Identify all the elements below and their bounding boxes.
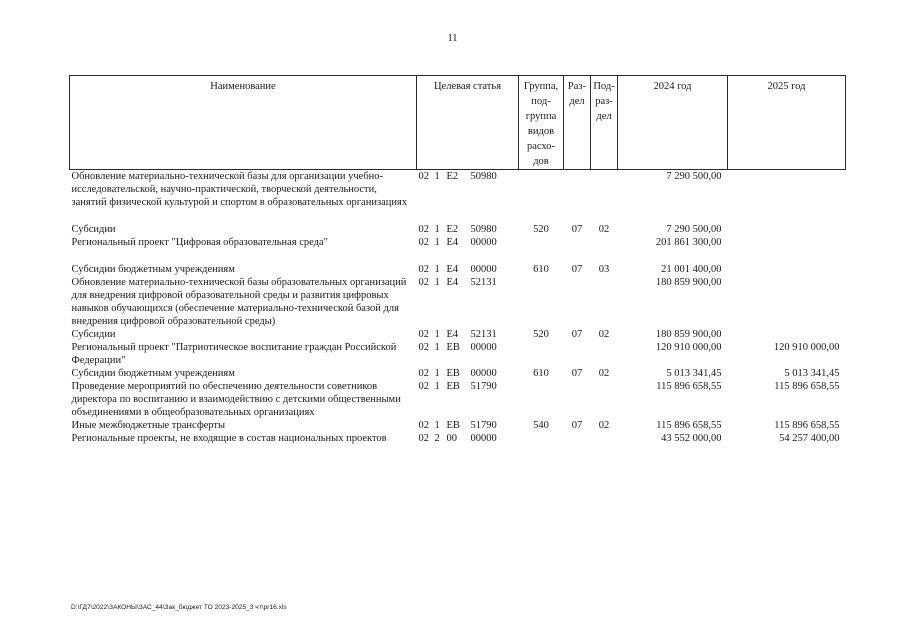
code-program: 02	[418, 329, 429, 340]
code-subprogram: 1	[434, 237, 440, 248]
code-subprogram: 1	[434, 381, 440, 392]
code-direction: 52131	[470, 329, 497, 340]
code-direction: 00000	[470, 433, 497, 444]
row-amount-2025: 5 013 341,45	[784, 368, 840, 379]
code-program: 02	[418, 264, 429, 275]
code-program: 02	[418, 368, 429, 379]
code-subprogram: 1	[434, 224, 440, 235]
row-subsection: 02	[598, 224, 610, 235]
row-subsection	[591, 170, 618, 210]
code-project: Е2	[446, 224, 459, 235]
code-direction: 50980	[470, 171, 497, 182]
row-amount-2025	[728, 236, 846, 249]
row-section	[564, 236, 591, 249]
table-row	[70, 341, 846, 367]
table-row	[70, 236, 846, 249]
row-amount-2025: 120 910 000,00	[773, 342, 840, 353]
row-subsection: 03	[598, 264, 610, 275]
code-program: 02	[418, 342, 429, 353]
code-project: Е4	[446, 277, 459, 288]
row-section	[564, 276, 591, 328]
code-project: 00	[446, 433, 457, 444]
file-path-footer: D:\ГД7\2022\ЗАКОНЫ\ЗАС_44\Зак_бюджет ТО 2023-2025_3 чт\pr16.xls	[71, 604, 287, 611]
header-name: Наименование	[70, 76, 417, 170]
row-amount-2024: 180 859 900,00	[655, 329, 722, 340]
code-direction: 52131	[470, 277, 497, 288]
row-amount-2024: 5 013 341,45	[666, 368, 722, 379]
code-program: 02	[418, 171, 429, 182]
code-program: 02	[418, 381, 429, 392]
row-subsection	[591, 432, 618, 445]
row-amount-2025	[728, 170, 846, 210]
row-amount-2025: 115 896 658,55	[774, 420, 840, 431]
table-header-row	[70, 76, 846, 170]
row-section	[564, 170, 591, 210]
code-subprogram: 1	[434, 171, 440, 182]
row-target-article	[417, 263, 519, 276]
row-amount-2025: 54 257 400,00	[779, 433, 840, 444]
header-year-2024: 2024 год	[618, 76, 728, 170]
row-target-article	[417, 223, 519, 236]
table-row	[70, 380, 846, 419]
row-amount-2025	[728, 276, 846, 328]
row-amount-2024: 201 861 300,00	[655, 237, 722, 248]
code-project: ЕВ	[446, 420, 460, 431]
code-direction: 50980	[470, 224, 497, 235]
row-expense-group	[519, 236, 564, 249]
code-direction: 00000	[470, 368, 497, 379]
row-target-article	[417, 419, 519, 432]
row-spacer	[70, 249, 846, 263]
header-expense-group: Группа, под-группа видов расхо-дов	[519, 76, 564, 170]
row-name: Субсидии бюджетным учреждениям	[71, 368, 235, 379]
row-name: Иные межбюджетные трансферты	[71, 420, 226, 431]
row-section	[564, 432, 591, 445]
row-amount-2024: 7 290 500,00	[666, 171, 722, 182]
code-direction: 00000	[470, 264, 497, 275]
table-row	[70, 419, 846, 432]
row-target-article	[417, 367, 519, 380]
row-expense-group	[519, 170, 564, 210]
row-target-article	[417, 432, 519, 445]
row-section: 07	[571, 264, 583, 275]
code-subprogram: 1	[434, 277, 440, 288]
table-row	[70, 328, 846, 341]
row-spacer	[70, 209, 846, 223]
code-subprogram: 1	[434, 342, 440, 353]
row-amount-2024: 43 552 000,00	[661, 433, 722, 444]
code-program: 02	[418, 277, 429, 288]
header-year-2025: 2025 год	[728, 76, 846, 170]
row-amount-2025: 115 896 658,55	[774, 381, 840, 392]
row-name: Субсидии	[71, 329, 116, 340]
table-row	[70, 276, 846, 328]
row-target-article	[417, 328, 519, 341]
row-amount-2024: 7 290 500,00	[666, 224, 722, 235]
row-name: Проведение мероприятий по обеспечению деятельности советников директора по воспитанию и взаимодействию с детскими общественными объединениями в общеобразовательных организациях	[71, 381, 401, 418]
row-name: Субсидии	[71, 224, 116, 235]
code-project: Е4	[446, 237, 459, 248]
table-row	[70, 432, 846, 445]
code-subprogram: 1	[434, 420, 440, 431]
row-expense-group: 540	[533, 420, 549, 431]
code-project: Е4	[446, 264, 459, 275]
row-amount-2024: 120 910 000,00	[655, 342, 722, 353]
code-direction: 51790	[470, 381, 497, 392]
row-name: Региональные проекты, не входящие в состав национальных проектов	[71, 433, 387, 444]
row-amount-2025	[728, 263, 846, 276]
row-target-article	[417, 341, 519, 367]
row-subsection	[591, 341, 618, 367]
page-number: 11	[447, 33, 458, 44]
header-section: Раз-дел	[564, 76, 591, 170]
row-subsection: 02	[598, 368, 610, 379]
row-amount-2024: 180 859 900,00	[655, 277, 722, 288]
row-expense-group: 520	[533, 329, 549, 340]
row-subsection	[591, 380, 618, 419]
table-row	[70, 367, 846, 380]
row-amount-2024: 115 896 658,55	[656, 381, 722, 392]
row-amount-2025	[728, 223, 846, 236]
row-name: Региональный проект "Патриотическое воспитание граждан Российской Федерации"	[71, 342, 397, 366]
row-section	[564, 380, 591, 419]
code-direction: 00000	[470, 342, 497, 353]
row-amount-2024: 115 896 658,55	[656, 420, 722, 431]
code-project: Е2	[446, 171, 459, 182]
row-amount-2024: 21 001 400,00	[661, 264, 722, 275]
code-direction: 00000	[470, 237, 497, 248]
row-expense-group: 610	[533, 264, 549, 275]
row-expense-group	[519, 380, 564, 419]
table-row	[70, 170, 846, 210]
row-subsection	[591, 236, 618, 249]
code-project: ЕВ	[446, 381, 460, 392]
row-section	[564, 341, 591, 367]
row-subsection	[591, 276, 618, 328]
row-section: 07	[571, 420, 583, 431]
code-program: 02	[418, 433, 429, 444]
code-subprogram: 2	[434, 433, 440, 444]
budget-table	[69, 75, 846, 445]
row-name: Региональный проект "Цифровая образовательная среда"	[71, 237, 328, 248]
row-name: Обновление материально-технической базы для организации учебно-исследовательской, научно-практической, творческой деятельности, занятий физической культурой и спортом в образовательных организациях	[71, 171, 408, 208]
row-section: 07	[571, 368, 583, 379]
row-name: Субсидии бюджетным учреждениям	[71, 264, 235, 275]
row-subsection: 02	[598, 420, 610, 431]
row-target-article	[417, 380, 519, 419]
code-subprogram: 1	[434, 368, 440, 379]
code-subprogram: 1	[434, 329, 440, 340]
row-expense-group	[519, 341, 564, 367]
row-subsection: 02	[598, 329, 610, 340]
code-subprogram: 1	[434, 264, 440, 275]
code-program: 02	[418, 224, 429, 235]
row-expense-group	[519, 276, 564, 328]
row-expense-group	[519, 432, 564, 445]
row-expense-group: 520	[533, 224, 549, 235]
row-section: 07	[571, 224, 583, 235]
row-amount-2025	[728, 328, 846, 341]
row-name: Обновление материально-технической базы образовательных организаций для внедрения цифровой образовательной среды и развития цифровых навыков обучающихся (обеспечение материально-технической базой для внедрения цифровой образовательной среды)	[71, 277, 407, 327]
row-section: 07	[571, 329, 583, 340]
table-row	[70, 223, 846, 236]
row-target-article	[417, 170, 519, 210]
code-project: Е4	[446, 329, 459, 340]
code-program: 02	[418, 237, 429, 248]
table-row	[70, 263, 846, 276]
header-target-article: Целевая статья	[417, 76, 519, 170]
row-target-article	[417, 276, 519, 328]
code-program: 02	[418, 420, 429, 431]
code-project: ЕВ	[446, 342, 460, 353]
header-subsection: Под-раз-дел	[591, 76, 618, 170]
row-expense-group: 610	[533, 368, 549, 379]
row-target-article	[417, 236, 519, 249]
code-project: ЕВ	[446, 368, 460, 379]
code-direction: 51790	[470, 420, 497, 431]
